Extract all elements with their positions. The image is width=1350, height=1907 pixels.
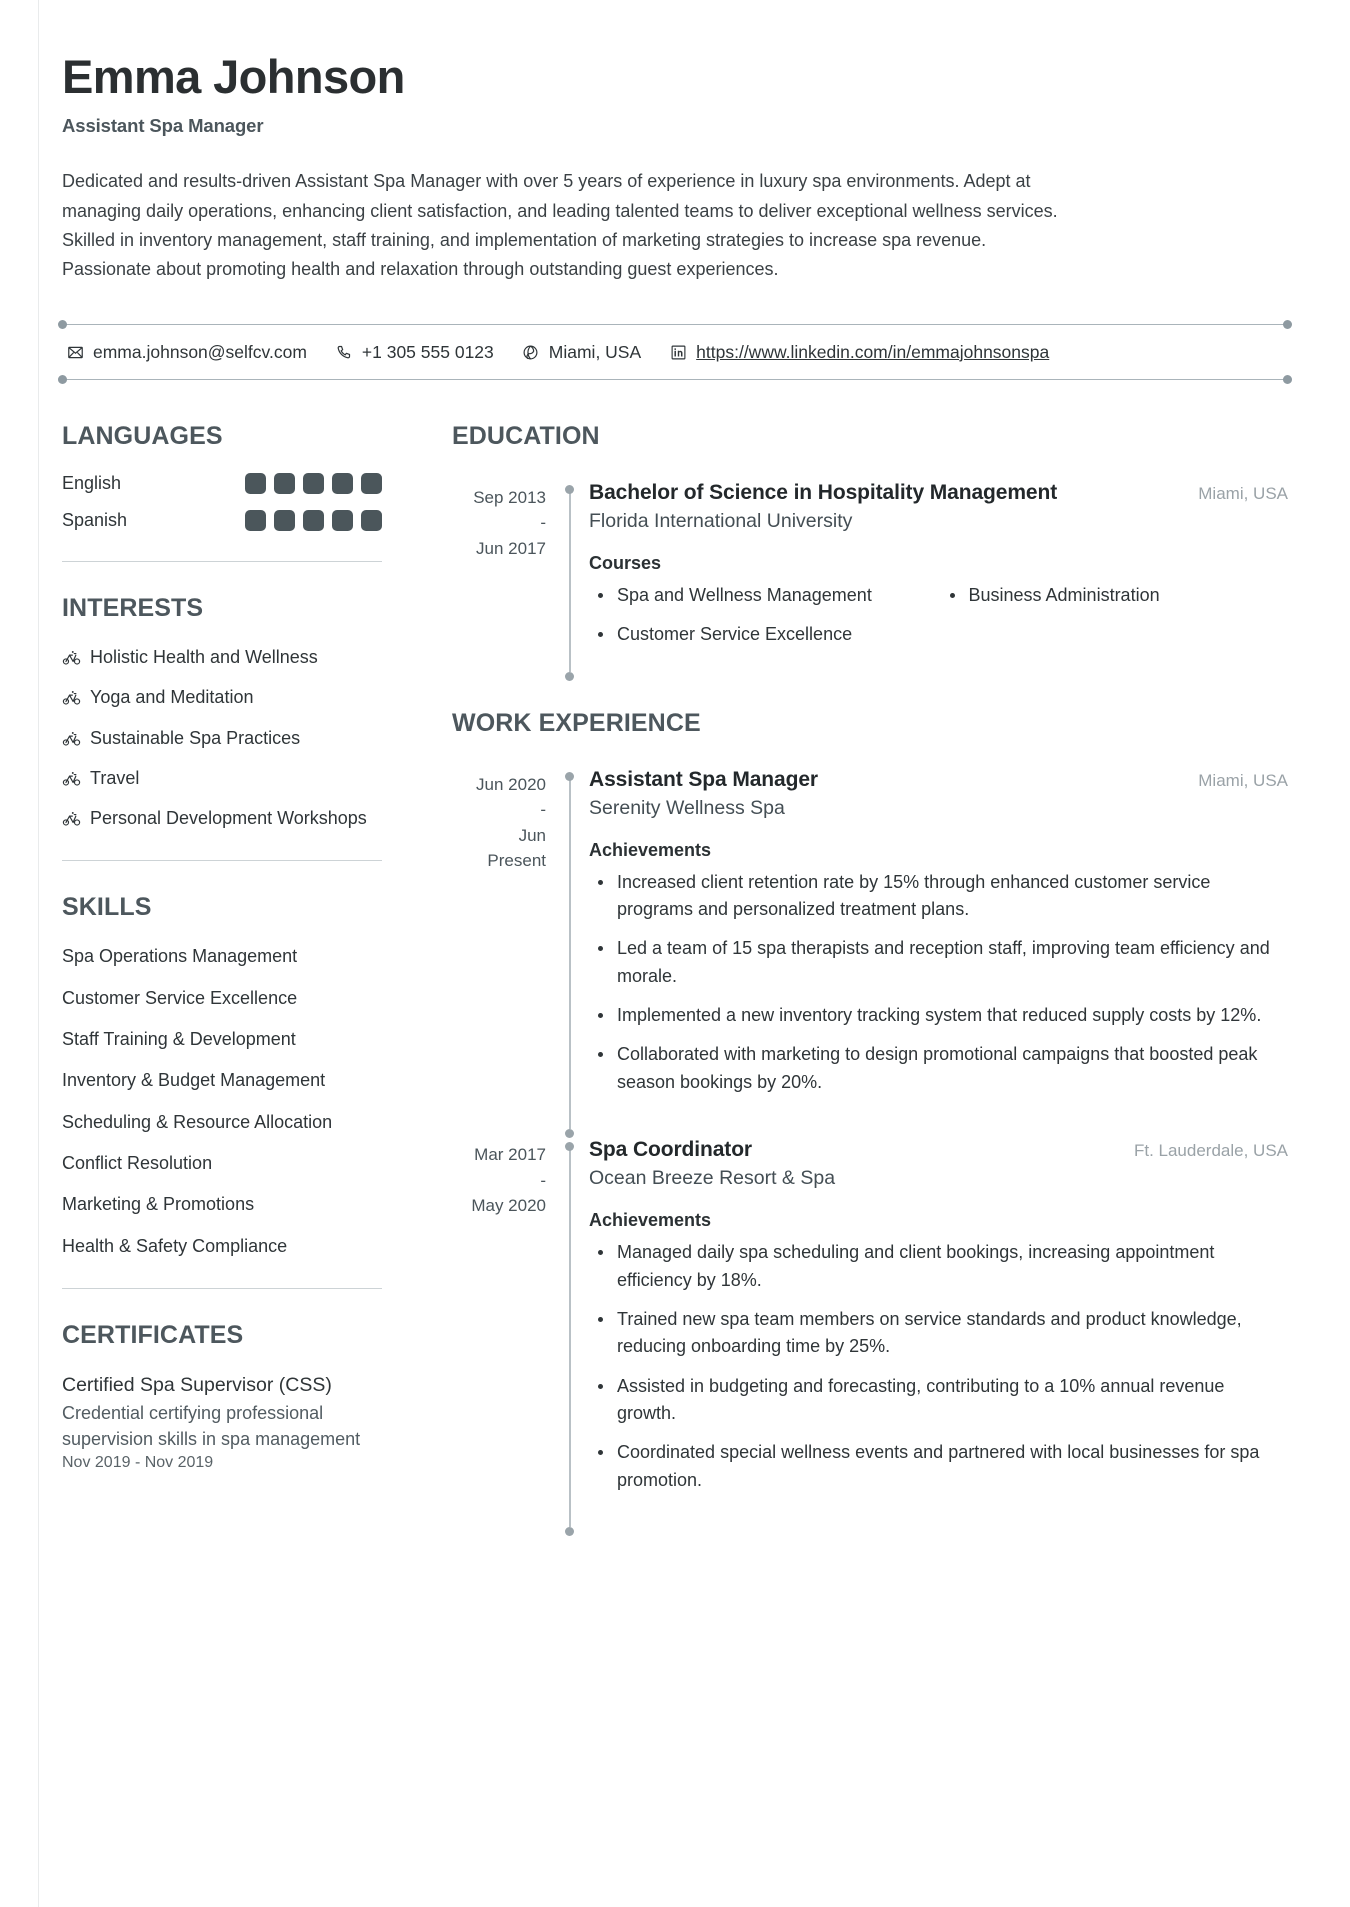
level-square: [332, 510, 353, 531]
work-body: [575, 1138, 1288, 1536]
education-location: Miami, USA: [1198, 483, 1288, 503]
section-certificates: [62, 1321, 382, 1473]
level-square: [361, 510, 382, 531]
level-square: [303, 510, 324, 531]
level-square: [274, 510, 295, 531]
list-item: Inventory & Budget Management: [62, 1070, 326, 1091]
bicycle-icon: [62, 688, 81, 707]
list-item: Trained new spa team members on service standards and product knowledge, reducing onboarding time by 25%.: [615, 1306, 1288, 1361]
education-heading: [589, 481, 1288, 505]
interest-label: Sustainable Spa Practices: [90, 727, 301, 748]
contact-rule-bottom: [62, 379, 1288, 380]
language-row: [62, 473, 382, 494]
list-item: [62, 766, 382, 790]
section-title-work: WORK EXPERIENCE: [452, 708, 701, 737]
work-heading: [589, 768, 1288, 792]
list-item: Customer Service Excellence: [615, 621, 937, 648]
list-item: Marketing & Promotions: [62, 1194, 255, 1215]
section-divider: [62, 1288, 382, 1289]
list-item: [62, 685, 382, 709]
date-end-line1: Jun: [518, 825, 546, 845]
date-dash: -: [540, 513, 546, 533]
position-title: Spa Coordinator: [589, 1138, 753, 1162]
date-end-line2: Present: [487, 851, 546, 871]
section-title-certificates: CERTIFICATES: [62, 1320, 244, 1349]
courses-list: [589, 582, 1288, 661]
achievements-list: [589, 1239, 1288, 1494]
company-name: Serenity Wellness Spa: [589, 796, 785, 819]
language-name: Spanish: [62, 509, 128, 530]
contact-linkedin[interactable]: [669, 342, 1049, 363]
list-item: Spa and Wellness Management: [615, 582, 937, 609]
company-name: Ocean Breeze Resort & Spa: [589, 1167, 836, 1190]
rule-dot-left: [58, 320, 67, 329]
list-item: Collaborated with marketing to design promotional campaigns that boosted peak season bookings by 20%.: [615, 1041, 1288, 1096]
list-item: Staff Training & Development: [62, 1029, 296, 1050]
date-start: Jun 2020: [476, 774, 546, 794]
date-end-line1: May 2020: [471, 1196, 546, 1216]
contact-items: [62, 325, 1288, 379]
sidebar-column: [62, 422, 392, 1472]
language-name: English: [62, 472, 122, 493]
list-item: Managed daily spa scheduling and client bookings, increasing appointment efficiency by 18%.: [615, 1239, 1288, 1294]
contact-linkedin-text: https://www.linkedin.com/in/emmajohnsonspa: [696, 341, 1050, 362]
list-item: [62, 726, 382, 750]
section-title-languages: LANGUAGES: [62, 421, 223, 450]
rule-dot-right: [1283, 375, 1292, 384]
work-heading: [589, 1138, 1288, 1162]
professional-summary: Dedicated and results-driven Assistant Spa Manager with over 5 years of experience in luxury spa environments. Adept at managing daily operations, enhancing client satisfaction, and leading talented teams to deliver exceptional wellness services. Skilled in inventory management, staff training, and implementation of marketing strategies to increase spa revenue. Passionate about promoting health and relaxation through outstanding guest experiences.: [62, 171, 1058, 279]
level-square: [303, 473, 324, 494]
rule-dot-right: [1283, 320, 1292, 329]
work-location: Miami, USA: [1198, 770, 1288, 790]
globe-icon: [522, 343, 540, 361]
resume-body: [62, 422, 1288, 1536]
date-end: Jun 2017: [476, 538, 546, 558]
certificate-date: Nov 2019 - Nov 2019: [62, 1454, 214, 1472]
work-entry: [452, 1138, 1288, 1536]
timeline-marker: [564, 481, 575, 681]
list-item: Implemented a new inventory tracking system that reduced supply costs by 12%.: [615, 1002, 1288, 1029]
bicycle-icon: [62, 729, 81, 748]
work-dates: [452, 768, 564, 1139]
interest-label: Travel: [90, 767, 140, 788]
section-languages: [62, 422, 382, 562]
language-level-spanish: [245, 510, 382, 531]
interest-label: Yoga and Meditation: [90, 687, 254, 708]
work-location: Ft. Lauderdale, USA: [1133, 1141, 1288, 1161]
achievements-list: [589, 869, 1288, 1097]
courses-label: Courses: [589, 552, 662, 573]
list-item: Business Administration: [967, 582, 1289, 609]
section-divider: [62, 561, 382, 562]
work-body: [575, 768, 1288, 1139]
level-square: [245, 510, 266, 531]
phone-icon: [335, 343, 353, 361]
date-start: Mar 2017: [474, 1145, 546, 1165]
work-entry: [452, 768, 1288, 1139]
timeline-endcap: [565, 1527, 574, 1536]
list-item: Spa Operations Management: [62, 946, 298, 967]
interest-label: Holistic Health and Wellness: [90, 646, 318, 667]
contact-location: [522, 342, 641, 363]
date-dash: -: [540, 800, 546, 820]
certificate-item: [62, 1372, 382, 1473]
timeline-marker: [564, 1138, 575, 1536]
position-title: Assistant Spa Manager: [589, 767, 818, 791]
certificate-description: Credential certifying professional supervision skills in spa management: [62, 1403, 361, 1450]
list-item: Health & Safety Compliance: [62, 1235, 288, 1256]
list-item: Assisted in budgeting and forecasting, contributing to a 10% annual revenue growth.: [615, 1373, 1288, 1428]
contact-phone[interactable]: [335, 342, 494, 363]
resume-header: [62, 0, 1288, 284]
bicycle-icon: [62, 809, 81, 828]
section-skills: [62, 893, 382, 1288]
education-dates: [452, 481, 564, 681]
education-body: [575, 481, 1288, 681]
section-title-education: EDUCATION: [452, 421, 600, 450]
list-item: Customer Service Excellence: [62, 987, 298, 1008]
timeline-marker: [564, 768, 575, 1139]
timeline-endcap: [565, 672, 574, 681]
section-title-interests: INTERESTS: [62, 593, 204, 622]
interest-label: Personal Development Workshops: [90, 808, 367, 829]
bicycle-icon: [62, 648, 81, 667]
main-column: [392, 422, 1288, 1536]
contact-rule-top: [62, 324, 1288, 325]
list-item: Led a team of 15 spa therapists and reception staff, improving team efficiency and morale.: [615, 935, 1288, 990]
list-item: [62, 806, 382, 830]
contact-bar: [62, 324, 1288, 380]
education-entry: [452, 481, 1288, 681]
level-square: [274, 473, 295, 494]
work-dates: [452, 1138, 564, 1536]
section-work-experience: [452, 709, 1288, 1536]
candidate-name: Emma Johnson: [62, 50, 405, 103]
level-square: [332, 473, 353, 494]
section-education: [452, 422, 1288, 681]
list-item: Increased client retention rate by 15% through enhanced customer service programs and personalized treatment plans.: [615, 869, 1288, 924]
list-item: Scheduling & Resource Allocation: [62, 1111, 333, 1132]
section-interests: [62, 594, 382, 861]
contact-location-text: Miami, USA: [548, 341, 642, 362]
contact-phone-text: +1 305 555 0123: [361, 341, 494, 362]
language-level-english: [245, 473, 382, 494]
achievements-label: Achievements: [589, 1210, 712, 1231]
list-item: [62, 645, 382, 669]
achievements-label: Achievements: [589, 839, 712, 860]
level-square: [361, 473, 382, 494]
level-square: [245, 473, 266, 494]
date-dash: -: [540, 1170, 546, 1190]
degree-title: Bachelor of Science in Hospitality Management: [589, 480, 1058, 504]
school-name: Florida International University: [589, 509, 853, 532]
rule-dot-left: [58, 375, 67, 384]
candidate-job-title: Assistant Spa Manager: [62, 115, 264, 137]
language-row: [62, 510, 382, 531]
section-title-skills: SKILLS: [62, 893, 152, 922]
date-start: Sep 2013: [473, 487, 546, 507]
envelope-icon: [66, 343, 84, 361]
linkedin-icon: [669, 343, 687, 361]
contact-email[interactable]: [66, 342, 307, 363]
timeline-endcap: [565, 1129, 574, 1138]
list-item: Conflict Resolution: [62, 1152, 213, 1173]
contact-email-text: emma.johnson@selfcv.com: [93, 341, 307, 362]
certificate-name: Certified Spa Supervisor (CSS): [62, 1373, 332, 1396]
list-item: Coordinated special wellness events and partnered with local businesses for spa promotion.: [615, 1439, 1288, 1494]
bicycle-icon: [62, 769, 81, 788]
section-divider: [62, 860, 382, 861]
